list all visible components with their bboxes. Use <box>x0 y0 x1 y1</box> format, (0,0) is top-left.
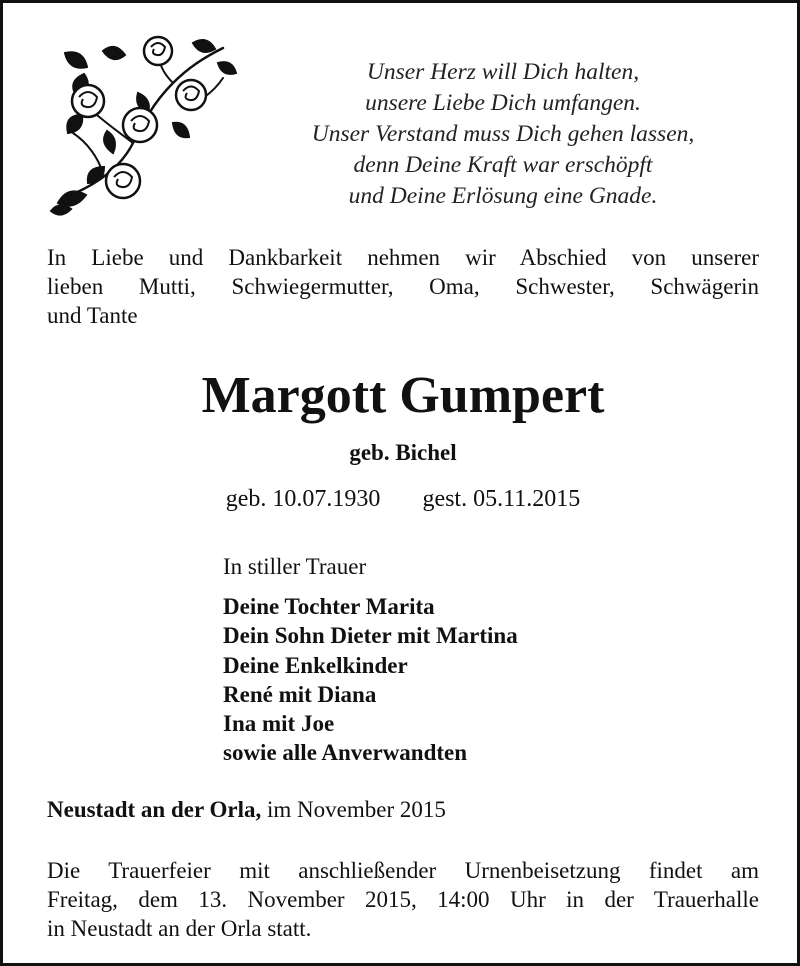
funeral-notice <box>47 856 759 943</box>
roses-icon <box>43 33 243 223</box>
mourner: Deine Tochter Marita <box>223 594 435 619</box>
intro-line: In Liebe und Dankbarkeit nehmen wir Abschied von unserer <box>47 245 759 270</box>
poem-line: denn Deine Kraft war erschöpft <box>353 152 653 178</box>
mourner: René mit Diana <box>223 681 377 707</box>
mourning-heading: In stiller Trauer <box>223 554 367 579</box>
birth-date: geb. 10.07.1930 <box>225 486 381 512</box>
mourner: Ina mit Joe <box>223 711 335 737</box>
mourner: Deine Enkelkinder <box>223 652 408 678</box>
poem-line: Unser Herz will Dich halten, <box>366 59 640 85</box>
poem-line: und Deine Erlösung eine Gnade. <box>348 183 658 209</box>
mourners-list <box>223 592 518 768</box>
death-date: gest. 05.11.2015 <box>422 486 581 512</box>
poem <box>253 57 753 212</box>
place-date <box>47 797 446 823</box>
mourner: Dein Sohn Dieter mit Martina <box>223 623 518 649</box>
place-month: im November 2015 <box>267 797 446 822</box>
funeral-line: Freitag, dem 13. November 2015, 14:00 Uhr in der Trauerhalle <box>47 887 759 912</box>
mourner: sowie alle Anverwandten <box>223 740 468 766</box>
poem-line: Unser Verstand muss Dich gehen lassen, <box>311 121 695 147</box>
place-city: Neustadt an der Orla, <box>47 797 262 822</box>
funeral-line: Die Trauerfeier mit anschließender Urnenbeisetzung findet am <box>47 858 759 883</box>
poem-line: unsere Liebe Dich umfangen. <box>365 90 641 116</box>
intro-line: lieben Mutti, Schwiegermutter, Oma, Schwester, Schwägerin <box>47 274 759 299</box>
funeral-line: in Neustadt an der Orla statt. <box>47 916 312 941</box>
intro-text <box>47 243 759 330</box>
life-dates <box>3 486 800 513</box>
intro-line: und Tante <box>47 303 138 328</box>
deceased-name: Margott Gumpert <box>201 367 605 424</box>
maiden-name: geb. Bichel <box>349 440 457 465</box>
